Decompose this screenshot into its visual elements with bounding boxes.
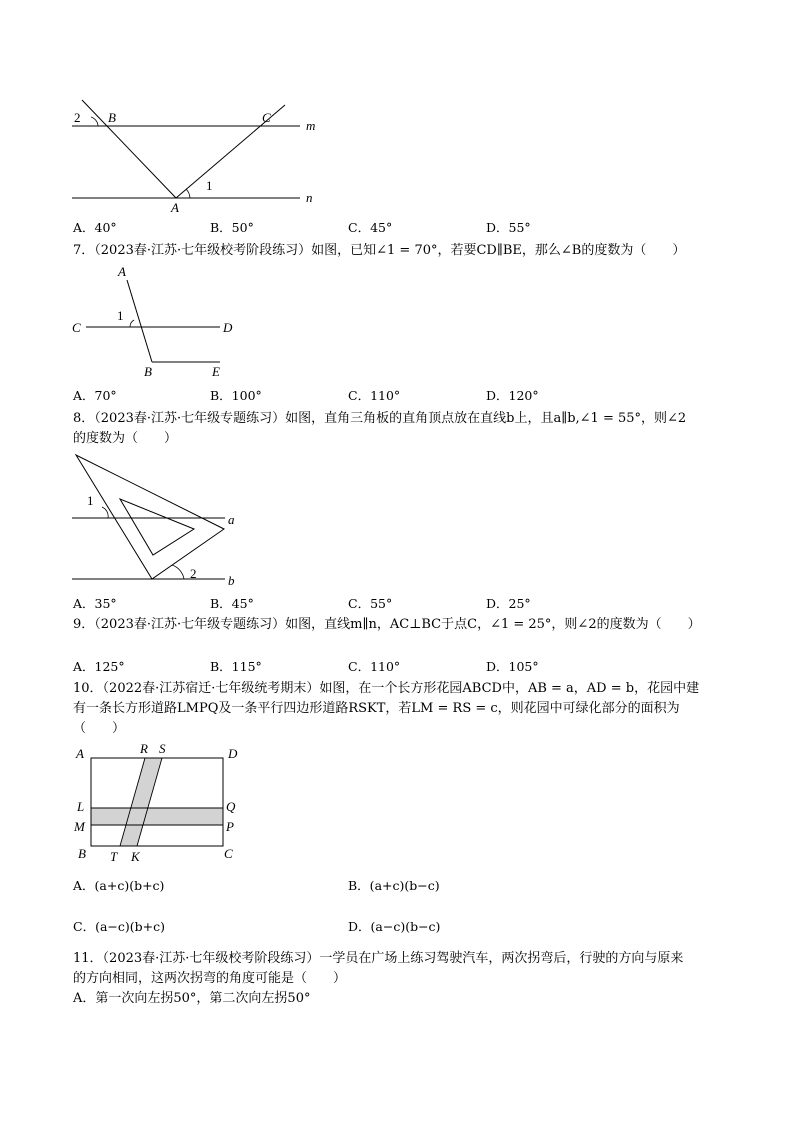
angle-1-arc (186, 189, 190, 198)
fig6-label-n: n (306, 190, 313, 205)
q11-stem-line2: 的方向相同，这两次拐弯的角度可能是（ ） (73, 971, 347, 986)
q7-stem: 7．（2023春·江苏·七年级校考阶段练习）如图，已知∠1 = 70°，若要CD∥BE，那么∠B的度数为（ ） (73, 243, 686, 258)
q7-option-d: D．120° (486, 388, 539, 403)
q10-figure (70, 740, 270, 865)
fig7-label-C: C (72, 320, 81, 335)
q6-figure (60, 95, 330, 215)
q8-stem-line1: 8．（2023春·江苏·七年级专题练习）如图，直角三角板的直角顶点放在直线b上，且a∥b,∠1 = 55°，则∠2 (73, 411, 687, 426)
triangle-inner (120, 499, 194, 555)
fig8-label-2: 2 (190, 566, 197, 581)
fig10-label-M: M (74, 819, 85, 834)
angle-1-arc (102, 507, 108, 518)
q8-figure (70, 452, 250, 592)
q7-figure (70, 262, 250, 382)
q8-option-d: D．25° (486, 596, 531, 611)
fig6-label-m: m (306, 118, 316, 133)
triangle-outer (76, 455, 224, 579)
fig7-label-B: B (144, 364, 152, 379)
fig6-label-B: B (108, 110, 116, 125)
q10-option-a: A．(a+c)(b+c) (73, 878, 165, 893)
q7-option-b: B．100° (210, 388, 262, 403)
fig6-label-C: C (262, 110, 271, 125)
fig10-label-L: L (77, 799, 85, 814)
q7-option-c: C．110° (348, 388, 401, 403)
q9-option-c: C．110° (348, 659, 401, 674)
segment-ab (127, 280, 152, 362)
angle-2-arc (172, 565, 184, 579)
fig7-label-A: A (118, 264, 126, 279)
q10-option-c: C．(a−c)(b+c) (73, 919, 165, 934)
fig10-label-R: R (140, 741, 148, 756)
fig6-label-1: 1 (206, 178, 213, 193)
q9-stem: 9．（2023春·江苏·七年级专题练习）如图，直线m∥n，AC⊥BC于点C，∠1 = 25°，则∠2的度数为（ ） (73, 617, 701, 632)
fig6-label-2: 2 (74, 110, 81, 125)
q11-stem-line1: 11．（2023春·江苏·七年级校考阶段练习）一学员在广场上练习驾驶汽车，两次拐弯后，行驶的方向与原来 (73, 951, 684, 966)
fig8-label-b: b (228, 573, 235, 588)
q10-option-b: B．(a+c)(b−c) (348, 878, 440, 893)
q10-option-d: D．(a−c)(b−c) (348, 919, 441, 934)
fig10-label-C: C (224, 846, 233, 861)
q9-option-b: B．115° (210, 659, 262, 674)
fig7-label-1: 1 (117, 308, 124, 323)
q8-stem-line2: 的度数为（ ） (73, 431, 178, 446)
fig8-label-a: a (228, 512, 235, 527)
q10-stem-line2: 有一条长方形道路LMPQ及一条平行四边形道路RSKT，若LM = RS = c，则花园中可绿化部分的面积为 (73, 701, 680, 716)
segment-ab (82, 100, 176, 198)
q10-stem-line1: 10．（2022春·江苏宿迁·七年级统考期末）如图，在一个长方形花园ABCD中，AB = a，AD = b，花园中建 (73, 681, 700, 696)
angle-2-arc (91, 117, 98, 126)
q8-option-b: B．45° (210, 596, 254, 611)
fig10-label-B: B (78, 846, 86, 861)
q8-option-a: A．35° (73, 596, 117, 611)
fig7-label-D: D (223, 320, 233, 335)
fig10-label-T: T (110, 849, 118, 864)
q11-option-a: A．第一次向左拐50°，第二次向左拐50° (73, 991, 311, 1006)
q8-option-c: C．55° (348, 596, 393, 611)
fig10-label-P: P (226, 819, 234, 834)
fig10-label-D: D (228, 746, 238, 761)
angle-1-arc (130, 320, 134, 327)
q9-option-a: A．125° (73, 659, 125, 674)
road-lmpq (91, 808, 223, 825)
fig10-label-Q: Q (226, 799, 236, 814)
q7-option-a: A．70° (73, 388, 117, 403)
q6-option-c: C．45° (348, 220, 393, 235)
fig6-label-A: A (171, 200, 179, 215)
fig7-label-E: E (212, 364, 220, 379)
fig8-label-1: 1 (87, 493, 94, 508)
q6-option-d: D．55° (486, 220, 531, 235)
q9-option-d: D．105° (486, 659, 539, 674)
q10-stem-line3: （ ） (73, 721, 126, 736)
fig10-label-S: S (159, 741, 166, 756)
q6-option-b: B．50° (210, 220, 254, 235)
fig10-label-A: A (76, 746, 84, 761)
q6-option-a: A．40° (73, 220, 117, 235)
fig10-label-K: K (131, 849, 140, 864)
